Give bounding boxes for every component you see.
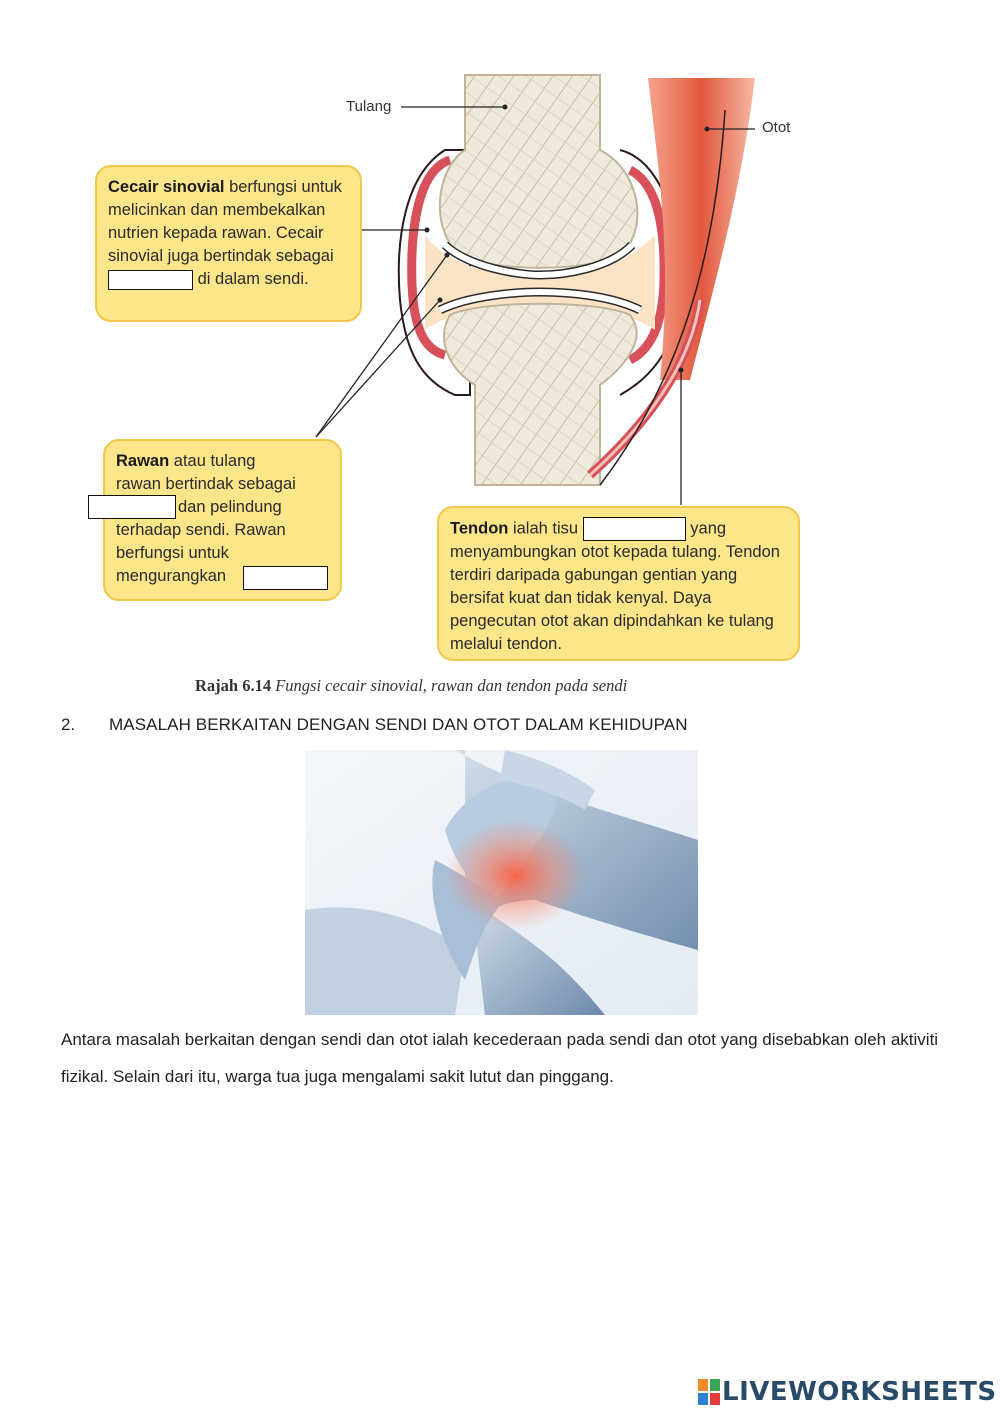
- rawan-line2: rawan bertindak sebagai: [116, 475, 296, 493]
- synovial-answer-blank[interactable]: [108, 270, 193, 290]
- body-paragraph: Antara masalah berkaitan dengan sendi dan otot ialah kecederaan pada sendi dan otot yang disebabkan oleh aktiviti fizikal. Selain dari itu, warga tua juga mengalami sakit lutut dan pinggang.: [61, 1030, 939, 1086]
- callout-synovial-fluid: [95, 165, 362, 322]
- rawan-answer-blank-2[interactable]: [243, 566, 328, 590]
- rawan-line3: dan pelindung: [178, 498, 282, 516]
- rawan-line5: berfungsi untuk: [116, 544, 229, 562]
- rawan-line4: terhadap sendi. Rawan: [116, 521, 286, 539]
- tendon-line1-after: yang: [690, 519, 727, 538]
- tendon-rest: menyambungkan otot kepada tulang. Tendon terdiri daripada gabungan gentian yang bersifat kuat dan tidak kenyal. Daya pengecutan otot akan dipindahkan ke tulang melalui tendon.: [450, 543, 780, 653]
- synovial-bold: Cecair sinovial: [108, 178, 225, 196]
- rawan-line6: mengurangkan: [116, 567, 227, 585]
- rawan-answer-blank-1[interactable]: [88, 495, 176, 519]
- brand-logo: [698, 1377, 997, 1407]
- section-title: MASALAH BERKAITAN DENGAN SENDI DAN OTOT DALAM KEHIDUPAN: [109, 715, 688, 734]
- knee-pain-photo: [305, 750, 698, 1015]
- label-tulang: Tulang: [346, 98, 392, 115]
- rawan-line1: atau tulang: [169, 452, 256, 470]
- brand-text: LIVEWORKSHEETS: [722, 1377, 997, 1407]
- tendon-bold: Tendon: [450, 519, 509, 538]
- tendon-line1: ialah tisu: [508, 519, 579, 538]
- label-otot: Otot: [762, 119, 791, 136]
- figure-caption: [195, 676, 627, 696]
- caption-text: Fungsi cecair sinovial, rawan dan tendon pada sendi: [275, 676, 628, 695]
- synovial-text: berfungsi untuk melicinkan dan membekalkan nutrien kepada rawan. Cecair sinovial juga bertindak sebagai: [108, 178, 342, 265]
- section-number: 2.: [61, 715, 76, 734]
- synovial-text-after: di dalam sendi.: [197, 270, 309, 288]
- tendon-answer-blank[interactable]: [583, 517, 686, 541]
- rawan-bold: Rawan: [116, 452, 170, 470]
- callout-tendon: [437, 506, 800, 661]
- brand-logo-icon: [698, 1379, 720, 1405]
- caption-number: Rajah 6.14: [195, 676, 272, 695]
